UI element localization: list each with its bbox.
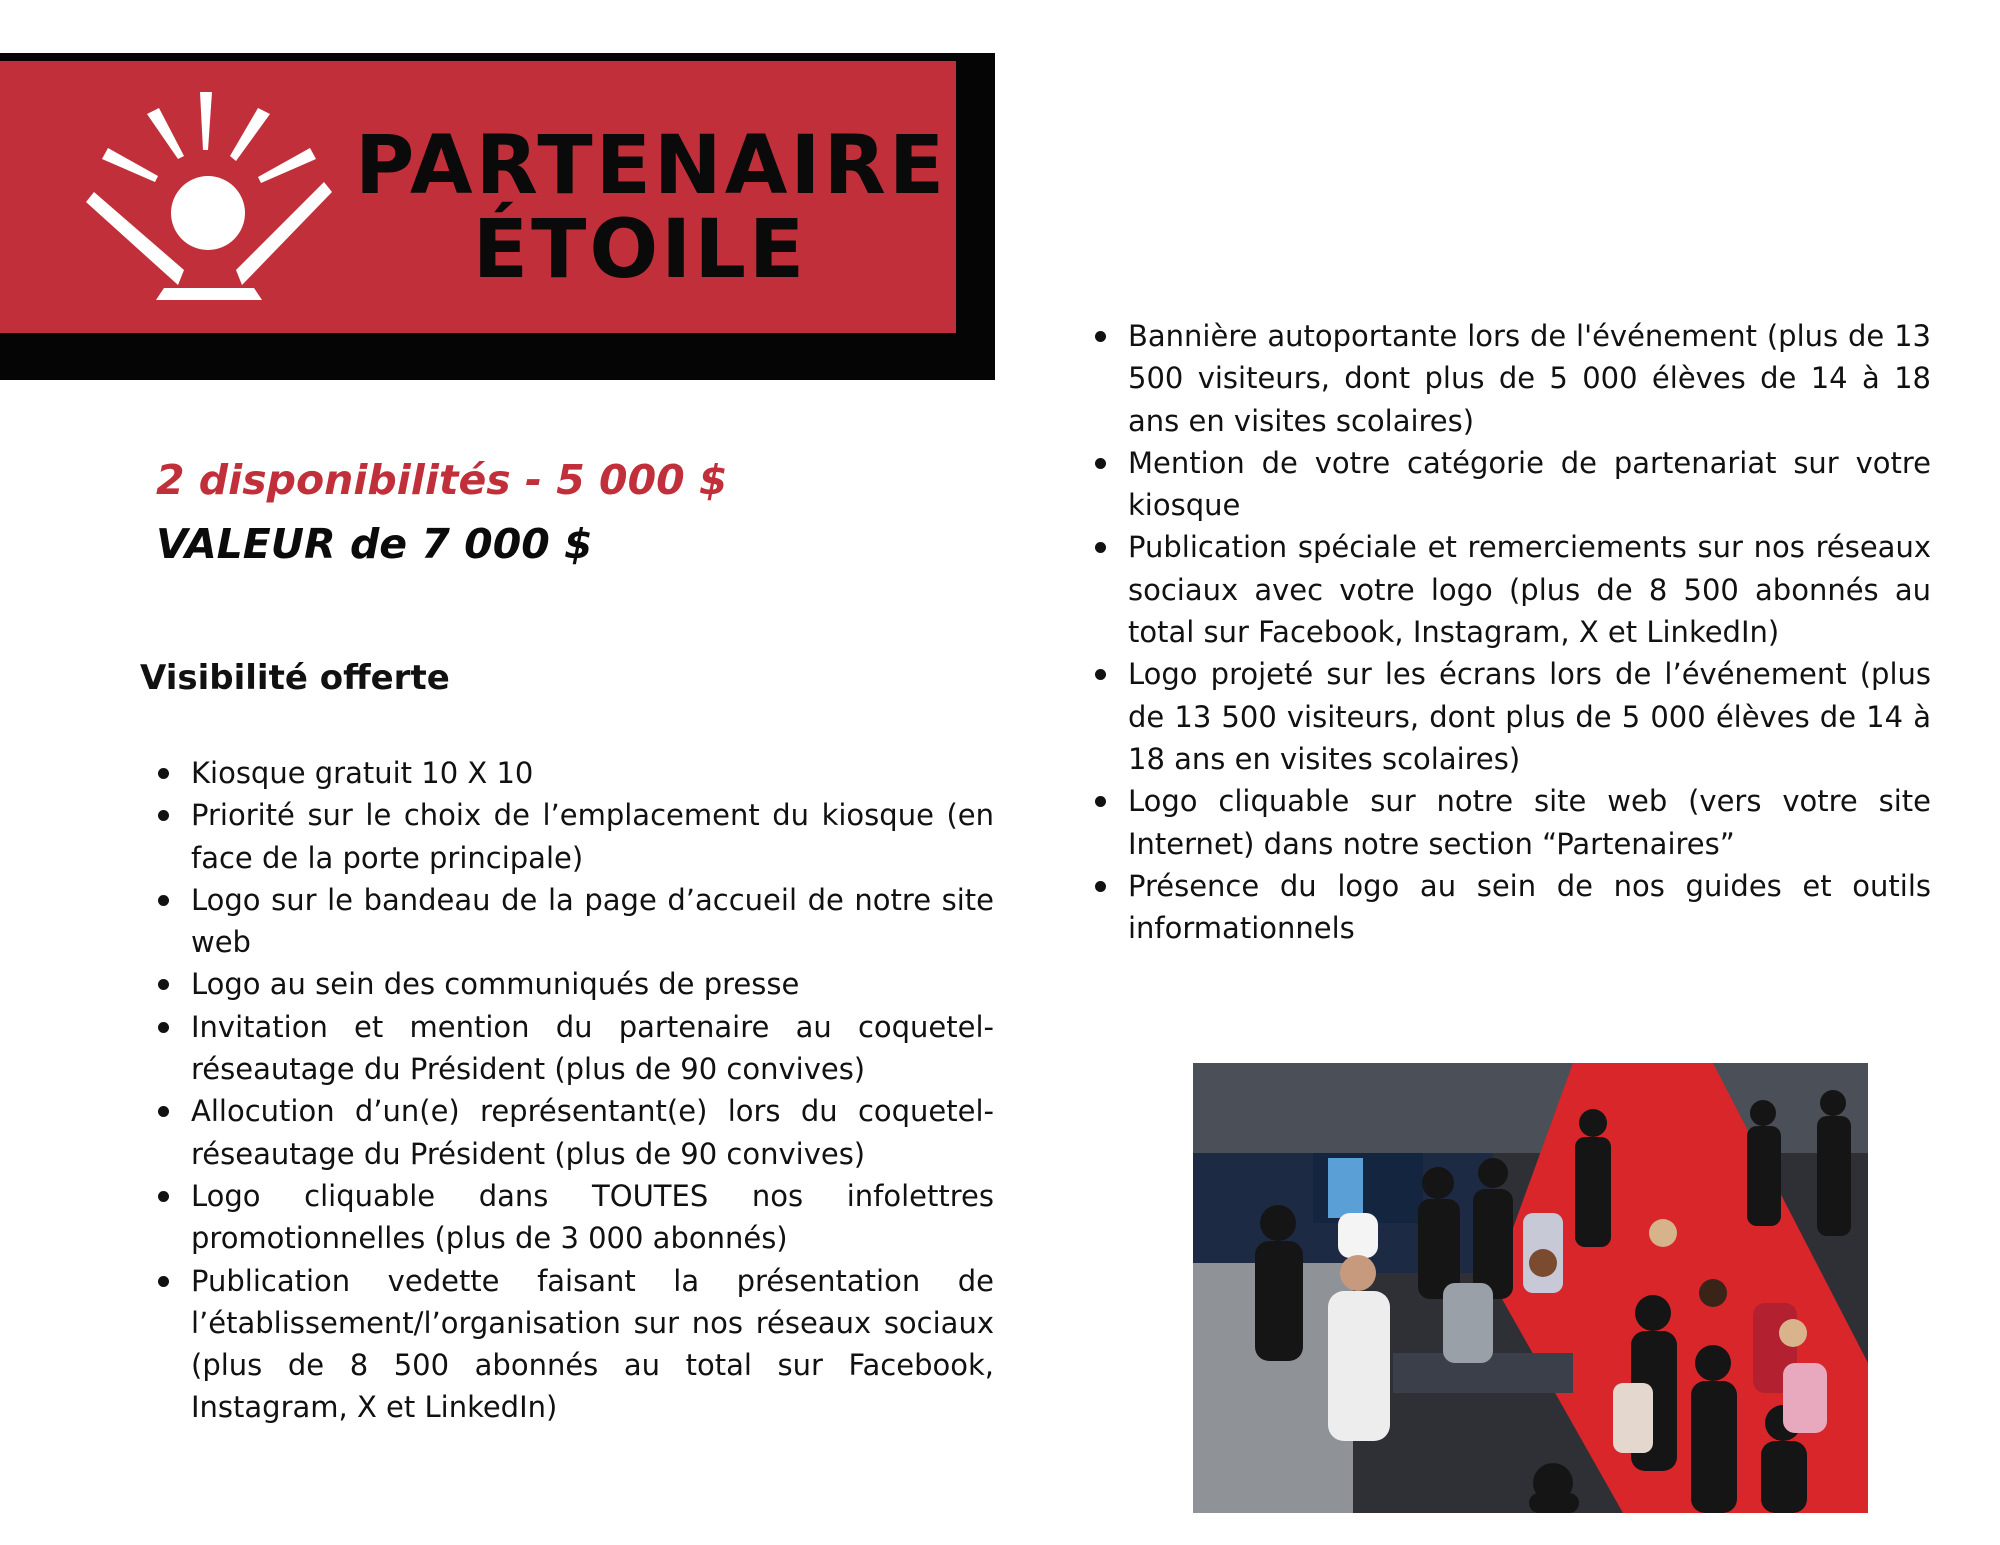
section-heading: Visibilité offerte	[140, 658, 450, 698]
title-line-1: PARTENAIRE	[355, 119, 948, 213]
list-item: Logo projeté sur les écrans lors de l’événement (plus de 13 500 visiteurs, dont plus de 5 000 élèves de 14 à 18 ans en visites scolaires)	[1128, 653, 1931, 780]
list-item: Bannière autoportante lors de l'événement (plus de 13 500 visiteurs, dont plus de 5 000 élèves de 14 à 18 ans en visites scolaires)	[1128, 315, 1931, 442]
list-item: Allocution d’un(e) représentant(e) lors du coquetel-réseautage du Président (plus de 90 convives)	[191, 1090, 994, 1175]
list-item: Publication vedette faisant la présentation de l’établissement/l’organisation sur nos réseaux sociaux (plus de 8 500 abonnés au total sur Facebook, Instagram, X et LinkedIn)	[191, 1260, 994, 1429]
list-item: Kiosque gratuit 10 X 10	[191, 752, 994, 794]
availability-text: 2 disponibilités - 5 000 $	[156, 456, 728, 504]
list-item: Logo cliquable dans TOUTES nos infolettres promotionnelles (plus de 3 000 abonnés)	[191, 1175, 994, 1260]
event-crowd-photo	[1193, 1063, 1868, 1513]
list-item: Invitation et mention du partenaire au coquetel-réseautage du Président (plus de 90 convives)	[191, 1006, 994, 1091]
price-block	[156, 448, 856, 576]
list-item: Présence du logo au sein de nos guides et outils informationnels	[1128, 865, 1931, 950]
page-title	[355, 119, 948, 297]
title-line-2: ÉTOILE	[472, 203, 808, 297]
list-item: Logo cliquable sur notre site web (vers votre site Internet) dans notre section “Partenaires”	[1128, 780, 1931, 865]
benefits-list-left	[191, 752, 994, 1429]
benefits-list-right	[1128, 315, 1931, 949]
sunburst-logo-icon	[86, 92, 332, 304]
list-item: Priorité sur le choix de l’emplacement du kiosque (en face de la porte principale)	[191, 794, 994, 879]
list-item: Mention de votre catégorie de partenariat sur votre kiosque	[1128, 442, 1931, 527]
list-item: Logo sur le bandeau de la page d’accueil de notre site web	[191, 879, 994, 964]
list-item: Logo au sein des communiqués de presse	[191, 963, 994, 1005]
list-item: Publication spéciale et remerciements sur nos réseaux sociaux avec votre logo (plus de 8 500 abonnés au total sur Facebook, Instagram, X et LinkedIn)	[1128, 526, 1931, 653]
value-text: VALEUR de 7 000 $	[156, 520, 593, 568]
